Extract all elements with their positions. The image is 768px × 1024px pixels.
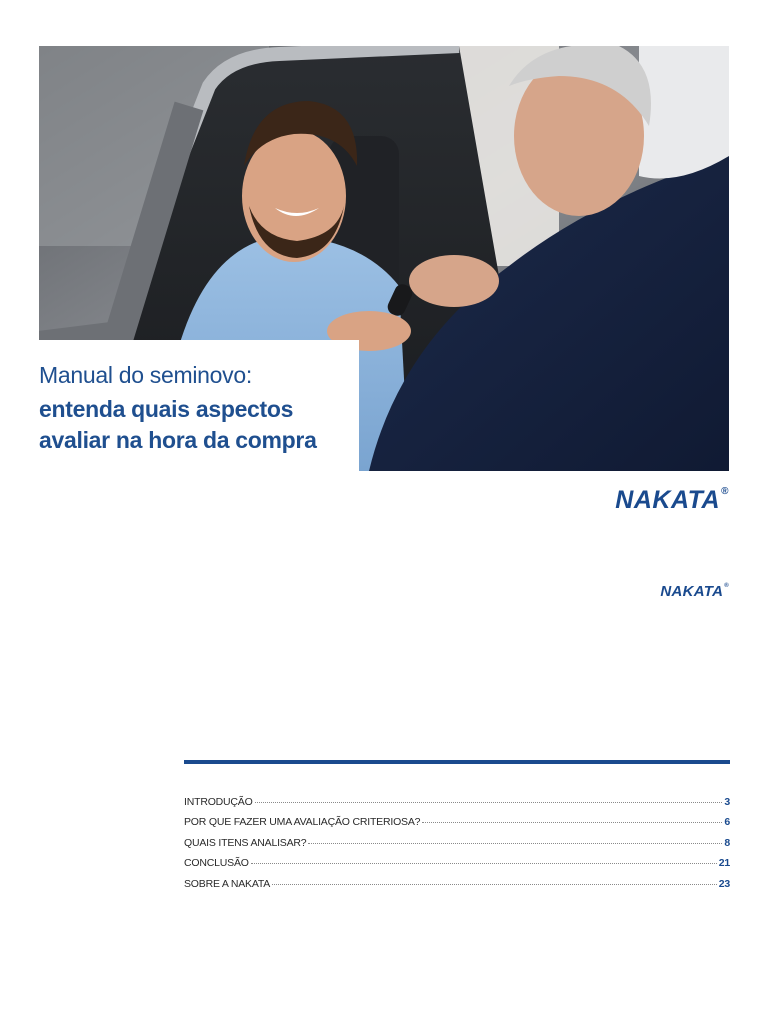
- toc-item-conclusao[interactable]: [184, 857, 730, 877]
- toc-item-label: CONCLUSÃO: [184, 857, 249, 870]
- title-line-2: entenda quais aspectos avaliar na hora da compra: [39, 396, 317, 453]
- toc-item-page: 21: [718, 857, 730, 870]
- toc-divider: [184, 760, 730, 764]
- title-line-1: Manual do seminovo:: [39, 362, 252, 388]
- nakata-logo-large: [615, 486, 729, 515]
- toc-item-page: 23: [718, 877, 730, 890]
- logo-text: NAKATA: [615, 486, 721, 514]
- toc-item-label: SOBRE A NAKATA: [184, 877, 271, 890]
- toc-item-avaliacao[interactable]: [184, 816, 730, 836]
- toc-leader-dots: [308, 843, 722, 844]
- toc-item-page: 6: [724, 816, 730, 829]
- toc-item-introducao[interactable]: [184, 796, 730, 816]
- toc-item-sobre[interactable]: [184, 878, 730, 898]
- registered-mark: ®: [724, 583, 729, 589]
- toc-leader-dots: [251, 863, 717, 864]
- toc-item-page: 8: [724, 836, 730, 849]
- table-of-contents: [184, 796, 730, 898]
- toc-item-label: INTRODUÇÃO: [184, 796, 253, 808]
- nakata-logo-small: [660, 583, 729, 600]
- toc-leader-dots: [255, 802, 723, 803]
- toc-item-itens[interactable]: [184, 837, 730, 857]
- toc-item-page: 3: [724, 796, 730, 808]
- toc-leader-dots: [272, 884, 717, 885]
- toc-item-label: POR QUE FAZER UMA AVALIAÇÃO CRITERIOSA?: [184, 816, 421, 829]
- toc-item-label: QUAIS ITENS ANALISAR?: [184, 836, 307, 849]
- registered-mark: ®: [721, 486, 729, 497]
- cover-title: [39, 340, 359, 471]
- toc-leader-dots: [422, 822, 722, 823]
- logo-text: NAKATA: [660, 583, 724, 600]
